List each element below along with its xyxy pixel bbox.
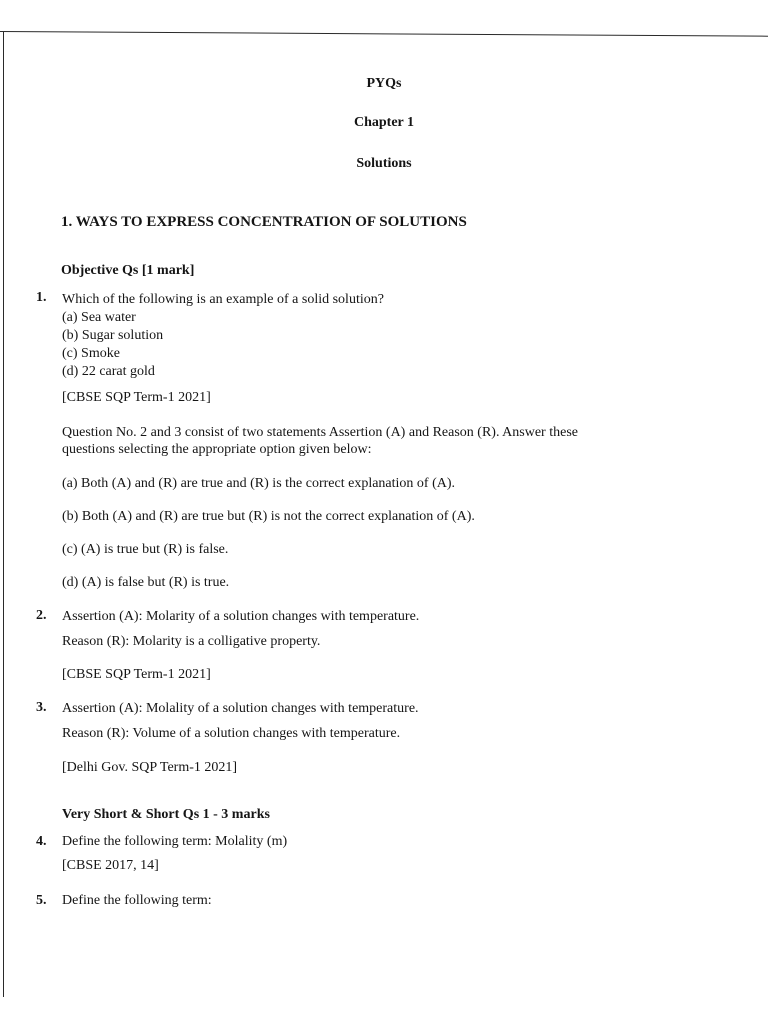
header-pyqs: PYQs — [366, 76, 402, 91]
question-text: Which of the following is an example of a solid solution? — [62, 292, 384, 307]
instruction-line-2: questions selecting the appropriate option given below: — [62, 442, 372, 457]
option-d: (d) 22 carat gold — [62, 364, 155, 379]
option-c: (c) Smoke — [62, 346, 120, 361]
option-a: (a) Sea water — [62, 310, 136, 325]
question-number: 1. — [36, 290, 47, 305]
instruction-option-c: (c) (A) is true but (R) is false. — [62, 542, 229, 557]
objective-heading: Objective Qs [1 mark] — [61, 263, 195, 278]
question-number: 4. — [36, 834, 47, 849]
scan-border-top — [0, 31, 768, 37]
page-title: Solutions — [356, 156, 412, 171]
question-number: 2. — [36, 608, 47, 623]
very-short-heading: Very Short & Short Qs 1 - 3 marks — [62, 807, 270, 822]
question-source: [CBSE 2017, 14] — [62, 858, 159, 873]
question-number: 3. — [36, 700, 47, 715]
question-source: [Delhi Gov. SQP Term-1 2021] — [62, 760, 238, 775]
question-source: [CBSE SQP Term-1 2021] — [62, 390, 211, 405]
question-text: Define the following term: Molality (m) — [62, 834, 288, 849]
section-heading: 1. WAYS TO EXPRESS CONCENTRATION OF SOLUTIONS — [61, 214, 467, 230]
instruction-line-1: Question No. 2 and 3 consist of two statements Assertion (A) and Reason (R). Answer these — [62, 425, 578, 440]
option-b: (b) Sugar solution — [62, 328, 164, 343]
question-source: [CBSE SQP Term-1 2021] — [62, 667, 211, 682]
scan-border-left — [3, 32, 4, 997]
question-text: Define the following term: — [62, 893, 212, 908]
instruction-option-a: (a) Both (A) and (R) are true and (R) is the correct explanation of (A). — [62, 476, 456, 491]
assertion-text: Assertion (A): Molarity of a solution changes with temperature. — [62, 609, 420, 624]
instruction-option-d: (d) (A) is false but (R) is true. — [62, 575, 230, 590]
instruction-option-b: (b) Both (A) and (R) are true but (R) is not the correct explanation of (A). — [62, 509, 475, 524]
chapter-title: Chapter 1 — [353, 115, 415, 130]
question-number: 5. — [36, 893, 47, 908]
assertion-text: Assertion (A): Molality of a solution changes with temperature. — [62, 701, 419, 716]
reason-text: Reason (R): Molarity is a colligative property. — [62, 634, 321, 649]
reason-text: Reason (R): Volume of a solution changes with temperature. — [62, 726, 401, 741]
